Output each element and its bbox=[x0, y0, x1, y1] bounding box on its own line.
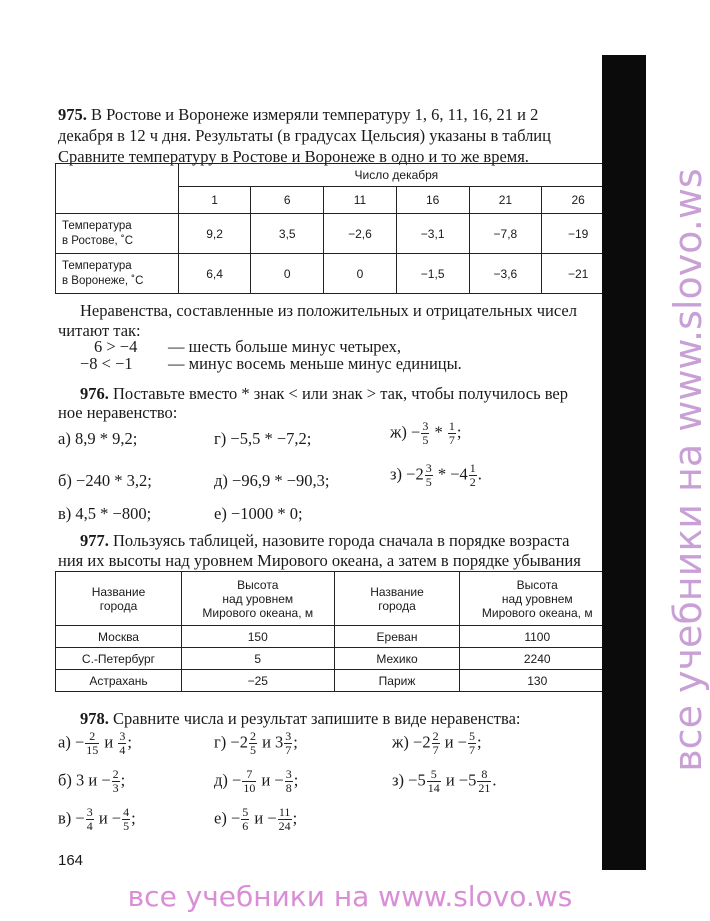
problem-978-d bbox=[214, 768, 298, 795]
table2-altitude: 2240 bbox=[460, 648, 615, 670]
problem-975-line3: Сравните температуру в Ростове и Воронеже в одно и то же время. bbox=[58, 147, 529, 166]
table1-cell: 0 bbox=[324, 254, 397, 294]
numerator: 3 bbox=[285, 767, 292, 781]
table1-cell: 9,2 bbox=[178, 214, 251, 254]
denominator: 7 bbox=[285, 743, 292, 757]
expr-part: и −5 bbox=[441, 770, 477, 790]
expr-part: з) −5 bbox=[392, 770, 426, 790]
denominator: 10 bbox=[243, 781, 256, 795]
table1-cell: −1,5 bbox=[396, 254, 469, 294]
problem-978-e bbox=[214, 806, 297, 833]
table2-city: Париж bbox=[334, 670, 460, 692]
header-line: Высота bbox=[516, 577, 558, 592]
header-line: города bbox=[99, 598, 138, 613]
expr-part: ; bbox=[456, 422, 462, 442]
problem-977-text1: Пользуясь таблицей, назовите города сначала в порядке возраста bbox=[108, 531, 570, 550]
label-line: в Ростове, ˚С bbox=[62, 234, 134, 247]
table2-header-city bbox=[334, 572, 460, 626]
denominator: 7 bbox=[432, 743, 439, 757]
table1-cell: −21 bbox=[542, 254, 615, 294]
numerator: 2 bbox=[85, 730, 99, 744]
table1-row-label bbox=[56, 254, 179, 294]
scan-edge-shadow bbox=[602, 55, 646, 870]
numerator: 5 bbox=[468, 729, 475, 743]
expr-part: ; bbox=[120, 770, 126, 790]
watermark-side: все учебники на www.slovo.ws bbox=[666, 168, 710, 772]
table1-cell: −3,1 bbox=[396, 214, 469, 254]
label-line: в Воронеже, ˚С bbox=[62, 274, 144, 287]
problem-976-b: б) −240 * 3,2; bbox=[58, 471, 152, 490]
problem-976-d: д) −96,9 * −90,3; bbox=[214, 471, 330, 490]
numerator: 1 bbox=[469, 461, 476, 475]
denominator: 5 bbox=[123, 819, 130, 833]
expr-part: и − bbox=[94, 808, 122, 828]
problem-976-g: г) −5,5 * −7,2; bbox=[214, 429, 312, 448]
watermark-bottom: все учебники на www.slovo.ws bbox=[127, 880, 573, 913]
numerator: 3 bbox=[425, 461, 432, 475]
inequality-example1: 6 > −4 bbox=[94, 337, 138, 356]
expr-part: * bbox=[430, 422, 447, 442]
table2-header-altitude bbox=[182, 572, 335, 626]
table1-cell: 6,4 bbox=[178, 254, 251, 294]
table1-corner bbox=[56, 164, 179, 214]
inequality-example1-text: — шесть больше минус четырех, bbox=[168, 337, 402, 356]
table2-altitude: −25 bbox=[182, 670, 335, 692]
table1-cell: 3,5 bbox=[251, 214, 324, 254]
table2-city: Ереван bbox=[334, 626, 460, 648]
expr-part: д) − bbox=[214, 770, 242, 790]
table2-altitude: 150 bbox=[182, 626, 335, 648]
table2-city: Москва bbox=[56, 626, 182, 648]
denominator: 2 bbox=[469, 475, 476, 489]
denominator: 5 bbox=[422, 433, 429, 447]
problem-978-number: 978. bbox=[80, 709, 109, 728]
problem-978-line1 bbox=[80, 708, 520, 729]
problem-978-a bbox=[58, 730, 132, 757]
inequality-example2: −8 < −1 bbox=[80, 354, 133, 373]
fraction bbox=[432, 730, 440, 757]
problem-975-number: 975. bbox=[58, 105, 87, 124]
denominator: 6 bbox=[242, 819, 249, 833]
problem-977-number: 977. bbox=[80, 531, 109, 550]
table1-day: 21 bbox=[469, 187, 542, 214]
table1-day: 6 bbox=[251, 187, 324, 214]
problem-976-number: 976. bbox=[80, 384, 109, 403]
table2-city: Астрахань bbox=[56, 670, 182, 692]
expr-part: е) − bbox=[214, 808, 241, 828]
problem-976-e: е) −1000 * 0; bbox=[214, 504, 303, 523]
denominator: 21 bbox=[478, 781, 491, 795]
table2-altitude: 130 bbox=[460, 670, 615, 692]
expr-part: а) − bbox=[58, 732, 85, 752]
expr-part: ж) − bbox=[390, 422, 421, 442]
expr-part: ; bbox=[293, 732, 298, 752]
expr-part: з) −2 bbox=[390, 464, 424, 484]
denominator: 4 bbox=[86, 819, 93, 833]
expr-part: б) 3 и − bbox=[58, 770, 111, 790]
numerator: 5 bbox=[427, 768, 441, 782]
expr-part: и − bbox=[440, 732, 467, 752]
problem-976-line2: ное неравенство: bbox=[58, 403, 178, 422]
denominator: 7 bbox=[468, 743, 475, 757]
expr-part: ; bbox=[293, 770, 299, 790]
numerator: 7 bbox=[242, 768, 256, 782]
table1-cell: −7,8 bbox=[469, 214, 542, 254]
numerator: 1 bbox=[448, 419, 455, 433]
problem-977-line2: ния их высоты над уровнем Мирового океана, а затем в порядке убывания bbox=[58, 551, 581, 570]
problem-978-z bbox=[392, 768, 496, 795]
denominator: 15 bbox=[86, 743, 99, 757]
expr-part: . bbox=[477, 464, 482, 484]
table1-day: 11 bbox=[324, 187, 397, 214]
denominator: 8 bbox=[285, 781, 292, 795]
fraction bbox=[448, 420, 456, 447]
expr-part: ; bbox=[292, 808, 298, 828]
problem-978-text1: Сравните числа и результат запишите в виде неравенства: bbox=[108, 709, 521, 728]
problem-978-g bbox=[214, 730, 298, 757]
table1-cell: 0 bbox=[251, 254, 324, 294]
expr-part: ; bbox=[131, 808, 136, 828]
expr-part: и bbox=[100, 732, 118, 752]
header-line: над уровнем bbox=[501, 591, 573, 606]
header-line: города bbox=[378, 598, 416, 613]
denominator: 24 bbox=[278, 819, 291, 833]
table2-altitude: 5 bbox=[182, 648, 335, 670]
problem-978-v bbox=[58, 806, 136, 833]
numerator: 2 bbox=[249, 729, 256, 743]
numerator: 3 bbox=[119, 729, 126, 743]
header-line: Название bbox=[370, 584, 424, 599]
numerator: 5 bbox=[242, 805, 249, 819]
table1-row-label bbox=[56, 214, 179, 254]
problem-975-text1: В Ростове и Воронеже измеряли температуру 1, 6, 11, 16, 21 и 2 bbox=[86, 105, 539, 124]
denominator: 5 bbox=[425, 475, 432, 489]
label-line: Температура bbox=[62, 219, 132, 232]
table1-day: 1 bbox=[178, 187, 251, 214]
inequality-intro-line2: читают так: bbox=[58, 321, 141, 340]
fraction bbox=[285, 768, 293, 795]
fraction bbox=[242, 768, 256, 795]
problem-975-line2: декабря в 12 ч дня. Результаты (в градусах Цельсия) указаны в таблиц bbox=[58, 126, 551, 145]
expr-part: г) −2 bbox=[214, 732, 248, 752]
table1-header: Число декабря bbox=[178, 164, 614, 187]
header-line: Мирового океана, м bbox=[202, 605, 314, 620]
denominator: 5 bbox=[249, 743, 256, 757]
fraction bbox=[241, 806, 249, 833]
expr-part: и 3 bbox=[257, 732, 284, 752]
expr-part: * −4 bbox=[433, 464, 468, 484]
problem-976-line1 bbox=[80, 383, 568, 404]
numerator: 3 bbox=[86, 805, 93, 819]
numerator: 3 bbox=[422, 419, 429, 433]
problem-976-v: в) 4,5 * −800; bbox=[58, 504, 152, 523]
problem-975-line1 bbox=[58, 104, 538, 125]
problem-976-text1: Поставьте вместо * знак < или знак > так, чтобы получилось вер bbox=[108, 384, 568, 403]
table2-header-city bbox=[56, 572, 182, 626]
header-line: Мирового океана, м bbox=[481, 605, 593, 620]
expr-part: в) − bbox=[58, 808, 85, 828]
table1-day: 26 bbox=[542, 187, 615, 214]
numerator: 11 bbox=[278, 805, 291, 819]
expr-part: ; bbox=[127, 732, 132, 752]
expr-part: и − bbox=[257, 770, 284, 790]
table1-cell: −3,6 bbox=[469, 254, 542, 294]
fraction bbox=[421, 420, 429, 447]
fraction bbox=[85, 730, 99, 757]
city-altitude-table bbox=[55, 571, 615, 692]
fraction bbox=[425, 462, 433, 489]
header-line: Высота bbox=[237, 577, 279, 592]
expr-part: . bbox=[492, 770, 497, 790]
numerator: 4 bbox=[123, 805, 130, 819]
numerator: 3 bbox=[285, 729, 292, 743]
fraction bbox=[427, 768, 441, 795]
header-line: Название bbox=[91, 584, 146, 599]
problem-976-z bbox=[390, 462, 482, 489]
temperature-table bbox=[55, 163, 615, 294]
expr-part: ; bbox=[476, 732, 482, 752]
fraction bbox=[284, 730, 292, 757]
table1-cell: −2,6 bbox=[324, 214, 397, 254]
inequality-example2-text: — минус восемь меньше минус единицы. bbox=[168, 354, 462, 373]
fraction bbox=[249, 730, 257, 757]
denominator: 4 bbox=[119, 743, 126, 757]
label-line: Температура bbox=[62, 259, 132, 272]
table1-cell: −19 bbox=[542, 214, 615, 254]
numerator: 2 bbox=[112, 767, 119, 781]
numerator: 2 bbox=[432, 729, 439, 743]
fraction bbox=[118, 730, 126, 757]
fraction bbox=[112, 768, 120, 795]
fraction bbox=[86, 806, 94, 833]
table2-city: С.-Петербург bbox=[56, 648, 182, 670]
fraction bbox=[468, 730, 476, 757]
denominator: 3 bbox=[112, 781, 119, 795]
fraction bbox=[477, 768, 491, 795]
table1-day: 16 bbox=[396, 187, 469, 214]
expr-part: ж) −2 bbox=[392, 732, 431, 752]
expr-part: и − bbox=[250, 808, 277, 828]
header-line: над уровнем bbox=[222, 591, 294, 606]
table2-city: Мехико bbox=[334, 648, 460, 670]
page-number: 164 bbox=[58, 852, 84, 869]
problem-977-line1 bbox=[80, 530, 570, 551]
problem-976-a: а) 8,9 * 9,2; bbox=[58, 429, 138, 448]
table2-altitude: 1100 bbox=[460, 626, 615, 648]
problem-976-zh bbox=[390, 420, 461, 447]
fraction bbox=[278, 806, 292, 833]
inequality-intro-line1: Неравенства, составленные из положительных и отрицательных чисел bbox=[80, 301, 577, 320]
denominator: 14 bbox=[427, 781, 440, 795]
numerator: 8 bbox=[477, 768, 491, 782]
fraction bbox=[122, 806, 130, 833]
problem-978-zh bbox=[392, 730, 482, 757]
denominator: 7 bbox=[448, 433, 455, 447]
problem-978-b bbox=[58, 768, 125, 795]
table2-header-altitude bbox=[460, 572, 615, 626]
fraction bbox=[469, 462, 477, 489]
